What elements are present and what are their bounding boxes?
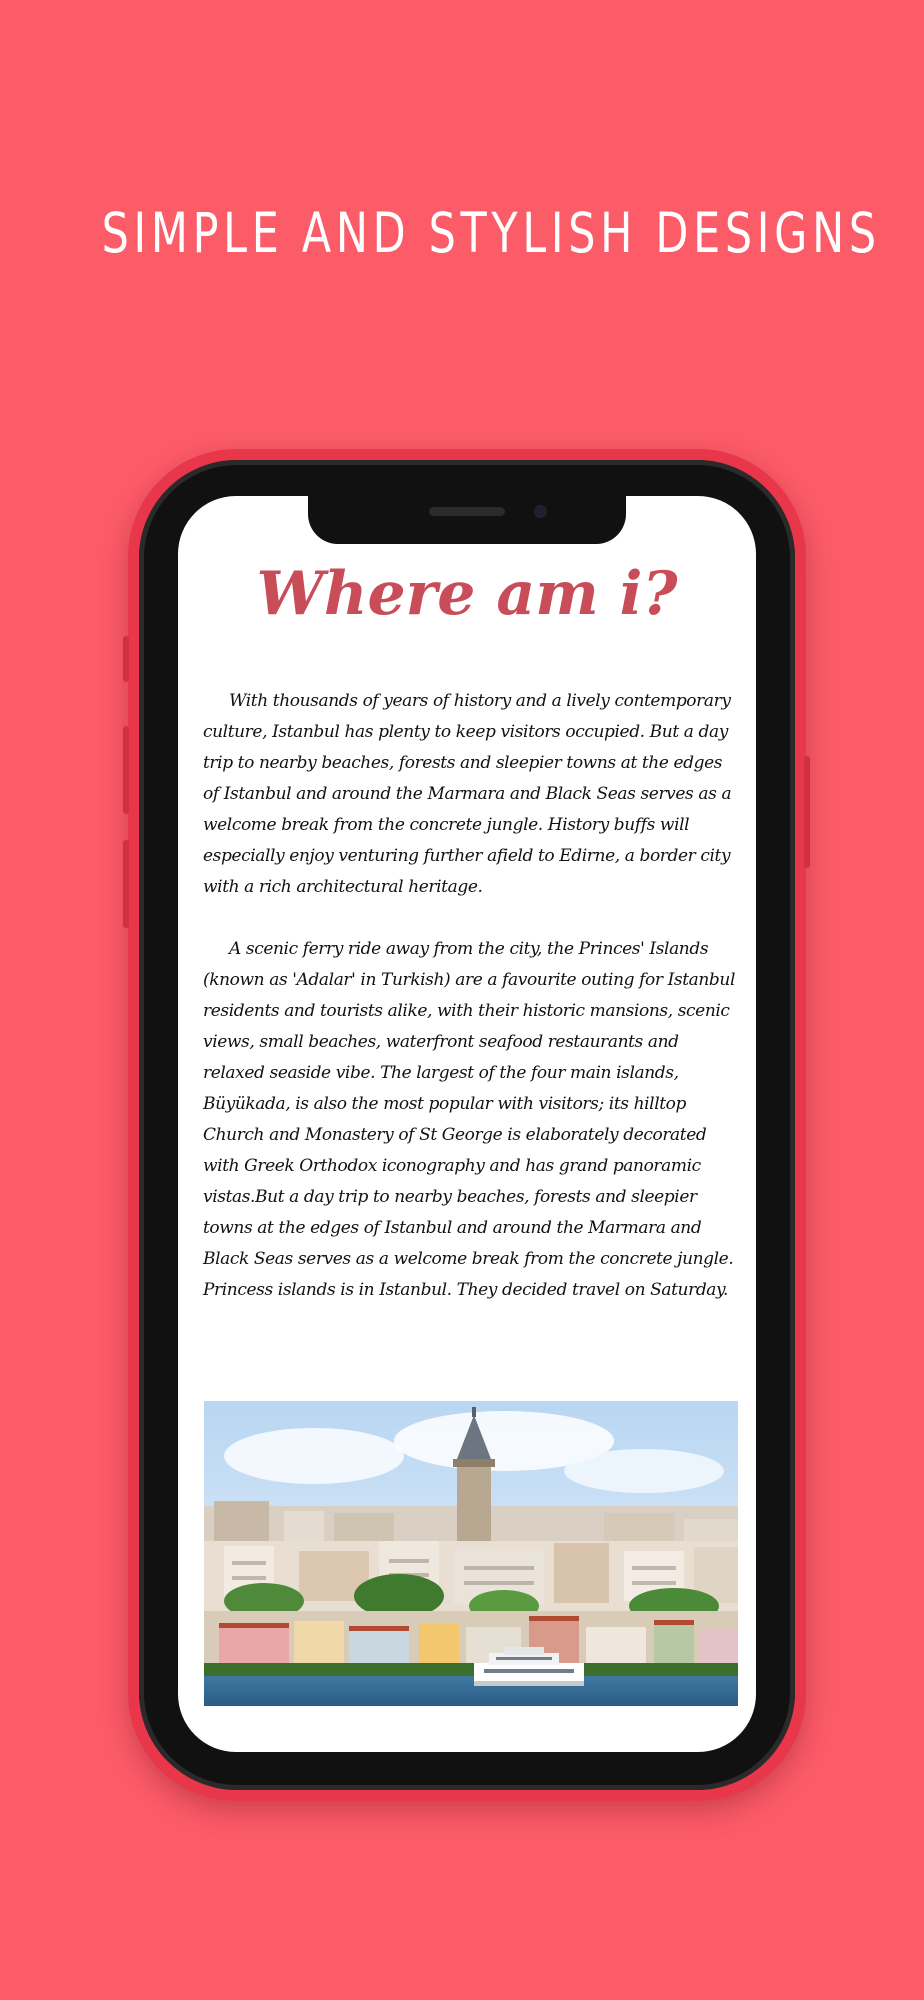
article-body xyxy=(203,686,735,1306)
speaker-grille xyxy=(429,507,505,516)
phone-screen xyxy=(178,496,756,1752)
volume-down-button xyxy=(123,840,129,928)
volume-up-button xyxy=(123,726,129,814)
phone-notch xyxy=(308,496,626,544)
promo-headline: SIMPLE AND STYLISH DESIGNS xyxy=(101,201,881,265)
istanbul-photo xyxy=(204,1401,738,1706)
article-paragraph: A scenic ferry ride away from the city, the Princes' Islands (known as 'Adalar' in Turkish) are a favourite outing for Istanbul residents and tourists alike, with their historic mansions, scenic views, small beaches, waterfront seafood restaurants and relaxed seaside vibe. The largest of the four main islands, Büyükada, is also the most popular with visitors; its hilltop Church and Monastery of St George is elaborately decorated with Greek Orthodox iconography and has grand panoramic vistas.But a day trip to nearby beaches, forests and sleepier towns at the edges of Istanbul and around the Marmara and Black Seas serves as a welcome break from the concrete jungle. Princess islands is in Istanbul. They decided travel on Saturday. xyxy=(203,939,735,1300)
front-camera-icon xyxy=(534,505,547,518)
app-title: Where am i? xyxy=(256,559,678,629)
istanbul-cityscape-icon xyxy=(204,1401,738,1706)
power-button xyxy=(804,756,810,868)
mute-switch xyxy=(123,636,129,682)
article-paragraph: With thousands of years of history and a lively contemporary culture, Istanbul has plenty to keep visitors occupied. But a day trip to nearby beaches, forests and sleepier towns at the edges of Istanbul and around the Marmara and Black Seas serves as a welcome break from the concrete jungle. History buffs will especially enjoy venturing further afield to Edirne, a border city with a rich architectural heritage. xyxy=(203,691,732,897)
